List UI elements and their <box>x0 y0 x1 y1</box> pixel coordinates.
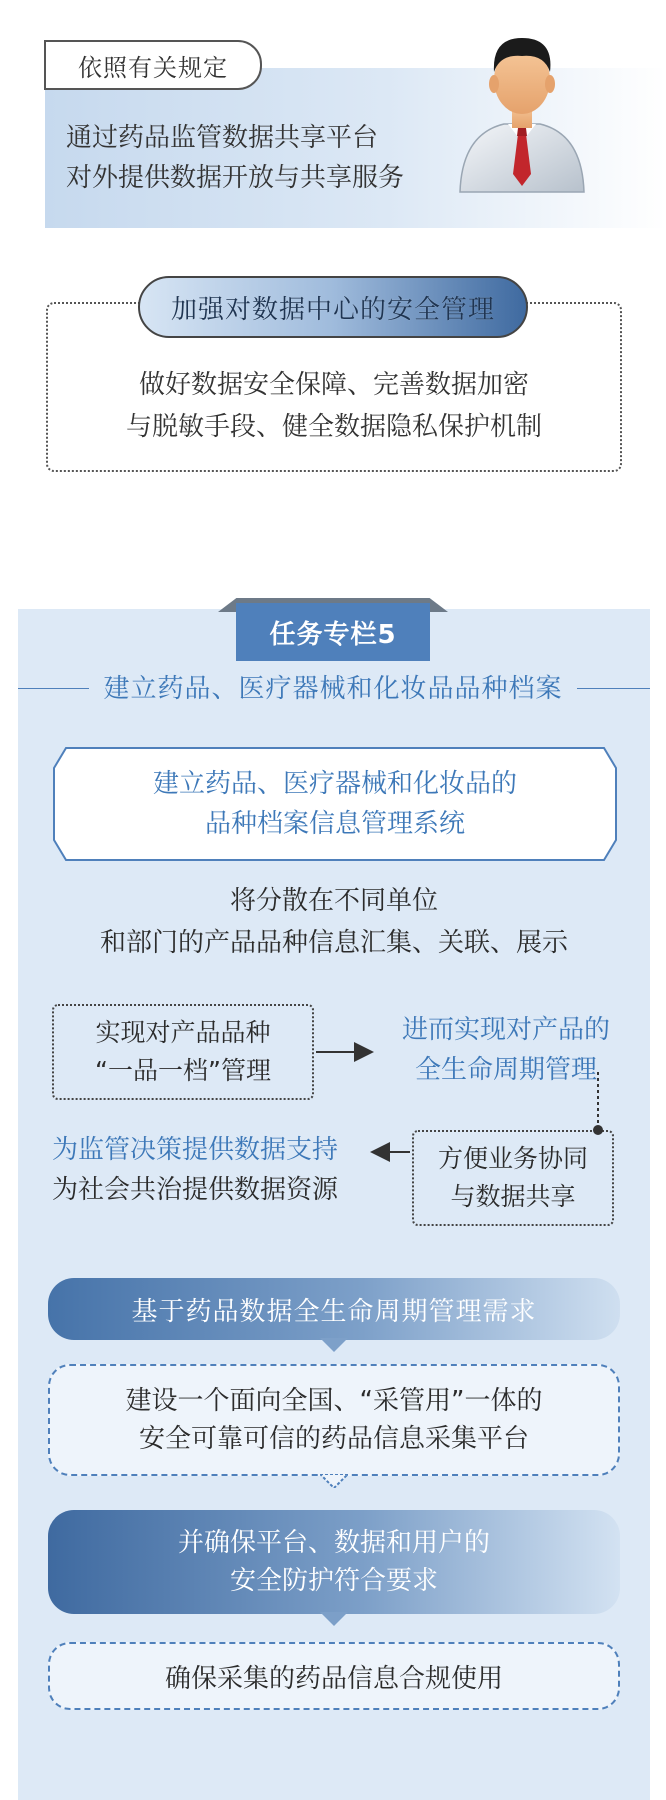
security-protection-line-1: 并确保平台、数据和用户的 <box>177 1528 490 1558</box>
archive-system-line-2: 品种档案信息管理系统 <box>204 809 465 839</box>
lifecycle-demand-bar <box>48 1278 620 1340</box>
flow-box1-line-2: “一品一档”管理 <box>95 1056 271 1085</box>
security-protection-bar <box>48 1510 620 1614</box>
task-tab <box>236 603 430 661</box>
bar2-pointer-icon <box>320 1612 348 1626</box>
lifecycle-demand-label: 基于药品数据全生命周期管理需求 <box>131 1296 537 1327</box>
flow-box1-line-1: 实现对产品品种 <box>95 1018 271 1047</box>
flow-text2-line-2: 为社会共治提供数据资源 <box>52 1175 339 1205</box>
intro-text <box>66 118 466 198</box>
aggregation-text <box>18 880 650 964</box>
security-measures-text <box>46 364 622 448</box>
lifecycle-management-text <box>386 1010 626 1090</box>
flow-box2-line-2: 与数据共享 <box>450 1182 576 1211</box>
collection-platform-line-1: 建设一个面向全国、“采管用”一体的 <box>125 1386 543 1416</box>
security-protection-line-2: 安全防护符合要求 <box>229 1566 438 1596</box>
regulation-tag <box>44 40 262 90</box>
flow-text1-line-1: 进而实现对产品的 <box>401 1015 610 1045</box>
compliant-use-box <box>48 1642 620 1710</box>
one-product-one-file-box <box>52 1004 314 1100</box>
intro-line-2: 对外提供数据开放与共享服务 <box>66 163 405 193</box>
security-management-title: 加强对数据中心的安全管理 <box>170 294 495 325</box>
aggregation-line-2: 和部门的产品品种信息汇集、关联、展示 <box>99 928 568 958</box>
security-management-pill <box>138 276 528 338</box>
aggregation-line-1: 将分散在不同单位 <box>229 886 438 916</box>
box1-pointer-icon <box>320 1474 348 1488</box>
task-title <box>0 668 666 705</box>
regulation-tag-label: 依照有关规定 <box>78 53 228 82</box>
business-collaboration-box <box>412 1130 614 1226</box>
flow-box2-line-1: 方便业务协同 <box>437 1144 588 1173</box>
task-tab-label: 任务专栏5 <box>269 619 397 650</box>
compliant-use-label: 确保采集的药品信息合规使用 <box>164 1663 503 1694</box>
data-support-text <box>52 1130 392 1210</box>
flow-text2-line-1: 为监管决策提供数据支持 <box>52 1135 339 1165</box>
security-line-2: 与脱敏手段、健全数据隐私保护机制 <box>125 412 542 442</box>
task-title-text: 建立药品、医疗器械和化妆品品种档案 <box>89 674 576 704</box>
bar1-pointer-icon <box>320 1338 348 1352</box>
collection-platform-line-2: 安全可靠可信的药品信息采集平台 <box>138 1424 529 1454</box>
intro-line-1: 通过药品监管数据共享平台 <box>66 123 379 153</box>
official-avatar-icon <box>452 24 592 194</box>
archive-system-line-1: 建立药品、医疗器械和化妆品的 <box>152 769 517 799</box>
flow-text1-line-2: 全生命周期管理 <box>414 1055 597 1085</box>
security-line-1: 做好数据安全保障、完善数据加密 <box>138 370 529 400</box>
collection-platform-box <box>48 1364 620 1476</box>
archive-system-text <box>52 764 618 844</box>
